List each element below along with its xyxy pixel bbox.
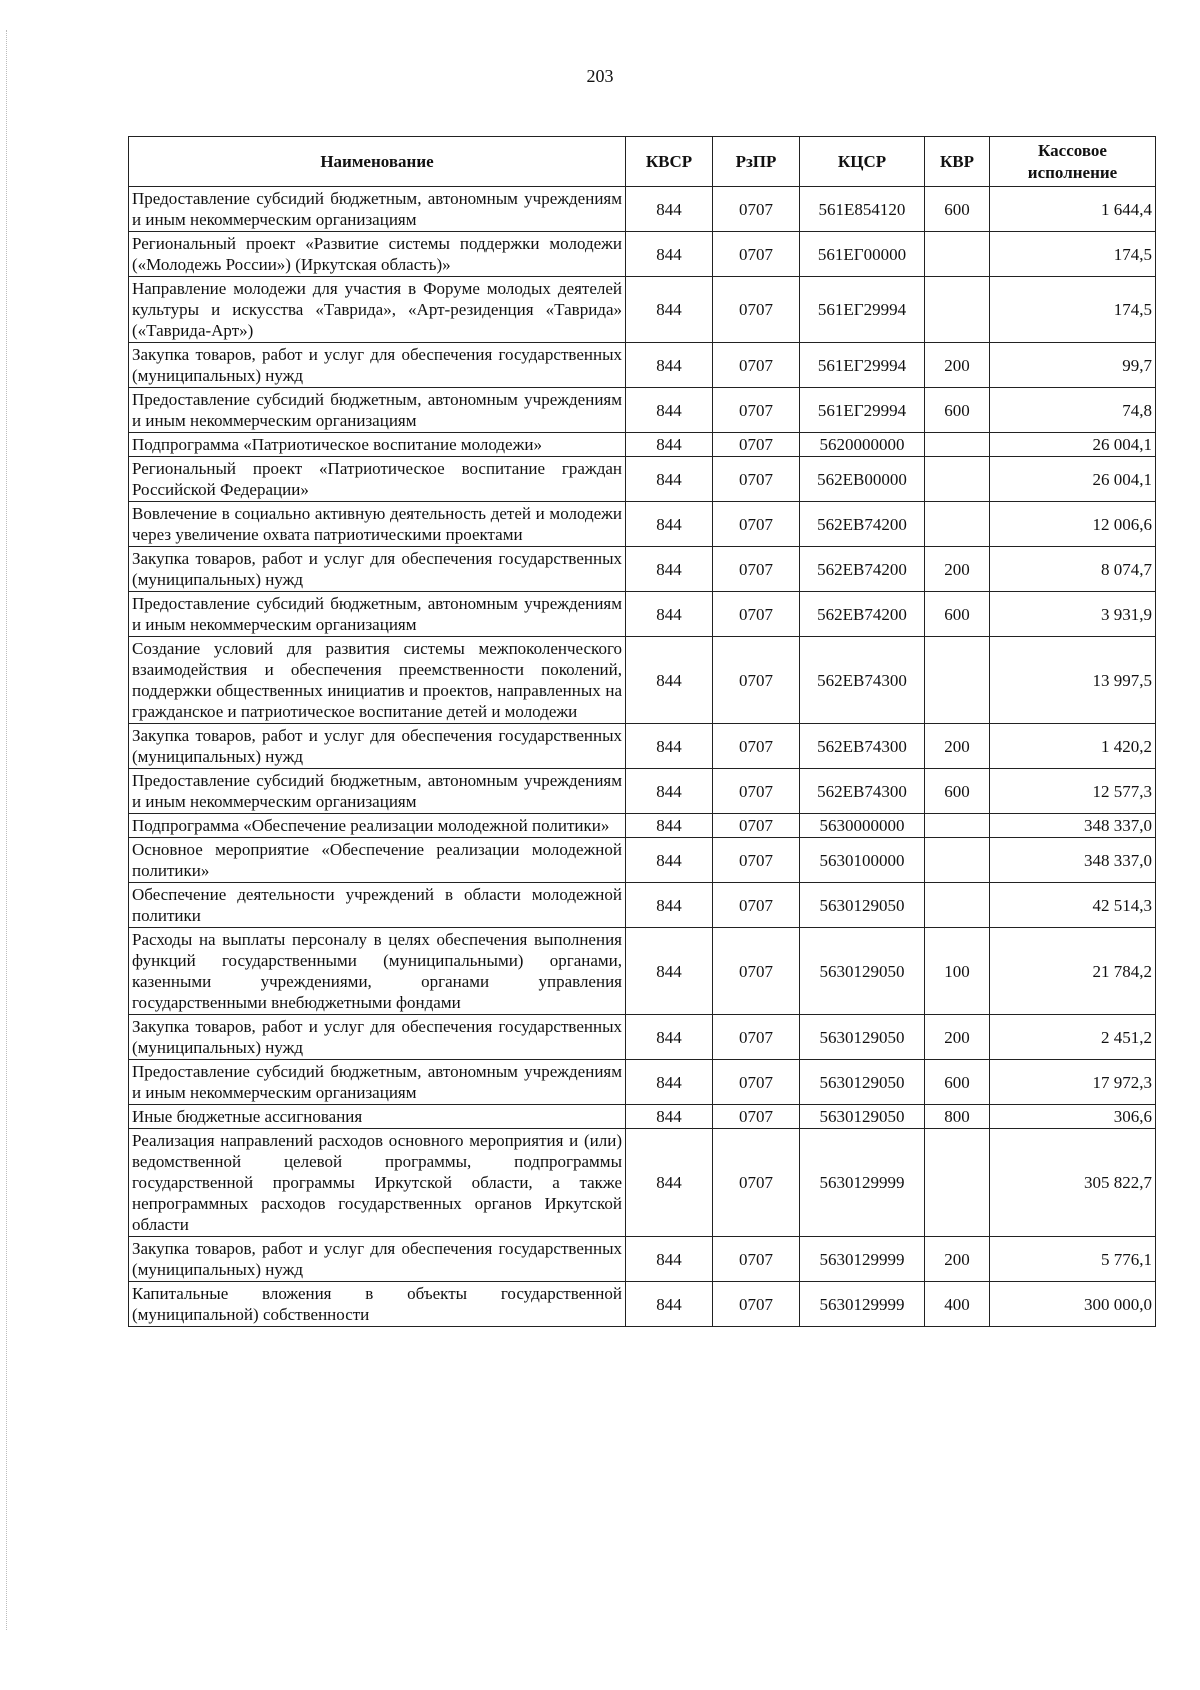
cell-kcsr: 562EB74200 xyxy=(800,592,925,637)
table-row xyxy=(129,1282,1156,1327)
cell-kcsr: 561ЕГ00000 xyxy=(800,232,925,277)
cell-kvsr: 844 xyxy=(626,457,713,502)
cell-name: Основное мероприятие «Обеспечение реализации молодежной политики» xyxy=(129,838,626,883)
cell-kcsr: 561E854120 xyxy=(800,187,925,232)
cell-name: Реализация направлений расходов основного мероприятия и (или) ведомственной целевой программы, подпрограммы государственной программы Иркутской области, а также непрограммных расходов государственных органов Иркутской области xyxy=(129,1129,626,1237)
cell-rzpr: 0707 xyxy=(713,1015,800,1060)
cell-rzpr: 0707 xyxy=(713,502,800,547)
table-row xyxy=(129,1129,1156,1237)
cell-kcsr: 5630129050 xyxy=(800,1060,925,1105)
cell-kvr: 600 xyxy=(925,388,990,433)
cell-kvsr: 844 xyxy=(626,1237,713,1282)
cell-kvr: 800 xyxy=(925,1105,990,1129)
cell-kcsr: 561ЕГ29994 xyxy=(800,343,925,388)
cell-kvr xyxy=(925,1129,990,1237)
cell-rzpr: 0707 xyxy=(713,838,800,883)
cell-kvsr: 844 xyxy=(626,1129,713,1237)
cell-kvsr: 844 xyxy=(626,187,713,232)
cell-kvr: 100 xyxy=(925,928,990,1015)
cell-sum: 174,5 xyxy=(990,232,1156,277)
cell-kvr xyxy=(925,883,990,928)
cell-name: Закупка товаров, работ и услуг для обеспечения государственных (муниципальных) нужд xyxy=(129,1237,626,1282)
table-header-row xyxy=(129,137,1156,187)
cell-kvr: 200 xyxy=(925,547,990,592)
header-sum: Кассовое исполнение xyxy=(990,137,1156,187)
cell-kvr xyxy=(925,502,990,547)
cell-kcsr: 5630100000 xyxy=(800,838,925,883)
cell-name: Закупка товаров, работ и услуг для обеспечения государственных (муниципальных) нужд xyxy=(129,1015,626,1060)
cell-kcsr: 5630129050 xyxy=(800,1105,925,1129)
cell-kvr xyxy=(925,457,990,502)
cell-sum: 174,5 xyxy=(990,277,1156,343)
cell-sum: 348 337,0 xyxy=(990,814,1156,838)
cell-kvr: 200 xyxy=(925,1015,990,1060)
cell-kvsr: 844 xyxy=(626,1060,713,1105)
cell-sum: 13 997,5 xyxy=(990,637,1156,724)
cell-kvsr: 844 xyxy=(626,928,713,1015)
cell-name: Капитальные вложения в объекты государственной (муниципальной) собственности xyxy=(129,1282,626,1327)
cell-rzpr: 0707 xyxy=(713,724,800,769)
budget-table xyxy=(128,136,1156,1327)
header-kcsr: КЦСР xyxy=(800,137,925,187)
cell-rzpr: 0707 xyxy=(713,1129,800,1237)
cell-kcsr: 562EB74200 xyxy=(800,547,925,592)
cell-kvr: 200 xyxy=(925,724,990,769)
cell-kvsr: 844 xyxy=(626,592,713,637)
table-row xyxy=(129,724,1156,769)
cell-kvsr: 844 xyxy=(626,883,713,928)
cell-rzpr: 0707 xyxy=(713,1105,800,1129)
cell-name: Предоставление субсидий бюджетным, автономным учреждениям и иным некоммерческим организациям xyxy=(129,1060,626,1105)
cell-rzpr: 0707 xyxy=(713,592,800,637)
cell-sum: 74,8 xyxy=(990,388,1156,433)
header-name: Наименование xyxy=(129,137,626,187)
cell-kcsr: 5630129050 xyxy=(800,1015,925,1060)
table-row xyxy=(129,547,1156,592)
cell-name: Подпрограмма «Патриотическое воспитание молодежи» xyxy=(129,433,626,457)
cell-kvr: 400 xyxy=(925,1282,990,1327)
cell-sum: 12 006,6 xyxy=(990,502,1156,547)
cell-kvsr: 844 xyxy=(626,637,713,724)
cell-name: Закупка товаров, работ и услуг для обеспечения государственных (муниципальных) нужд xyxy=(129,547,626,592)
cell-name: Направление молодежи для участия в Форуме молодых деятелей культуры и искусства «Таврида», «Арт-резиденция «Таврида» («Таврида-Арт») xyxy=(129,277,626,343)
table-row xyxy=(129,1015,1156,1060)
cell-kvr xyxy=(925,232,990,277)
cell-name: Предоставление субсидий бюджетным, автономным учреждениям и иным некоммерческим организациям xyxy=(129,769,626,814)
cell-kvr: 600 xyxy=(925,769,990,814)
cell-rzpr: 0707 xyxy=(713,457,800,502)
cell-sum: 5 776,1 xyxy=(990,1237,1156,1282)
cell-kcsr: 5630129999 xyxy=(800,1129,925,1237)
page-number: 203 xyxy=(586,66,614,86)
cell-name: Предоставление субсидий бюджетным, автономным учреждениям и иным некоммерческим организациям xyxy=(129,388,626,433)
cell-sum: 12 577,3 xyxy=(990,769,1156,814)
table-row xyxy=(129,457,1156,502)
cell-rzpr: 0707 xyxy=(713,187,800,232)
cell-rzpr: 0707 xyxy=(713,547,800,592)
header-kvsr: КВСР xyxy=(626,137,713,187)
cell-kvr: 600 xyxy=(925,187,990,232)
cell-kvr xyxy=(925,838,990,883)
cell-rzpr: 0707 xyxy=(713,637,800,724)
table-row xyxy=(129,928,1156,1015)
cell-kvr xyxy=(925,433,990,457)
table-row xyxy=(129,1105,1156,1129)
cell-kcsr: 562EB74200 xyxy=(800,502,925,547)
cell-kvr xyxy=(925,814,990,838)
cell-name: Обеспечение деятельности учреждений в области молодежной политики xyxy=(129,883,626,928)
cell-kvsr: 844 xyxy=(626,277,713,343)
cell-kvsr: 844 xyxy=(626,343,713,388)
cell-rzpr: 0707 xyxy=(713,883,800,928)
cell-kcsr: 5630000000 xyxy=(800,814,925,838)
cell-name: Закупка товаров, работ и услуг для обеспечения государственных (муниципальных) нужд xyxy=(129,343,626,388)
cell-kcsr: 561ЕГ29994 xyxy=(800,277,925,343)
header-rzpr: РзПР xyxy=(713,137,800,187)
cell-rzpr: 0707 xyxy=(713,433,800,457)
cell-kvsr: 844 xyxy=(626,502,713,547)
cell-rzpr: 0707 xyxy=(713,928,800,1015)
cell-name: Расходы на выплаты персоналу в целях обеспечения выполнения функций государственными (муниципальными) органами, казенными учреждениями, органами управления государственными внебюджетными фондами xyxy=(129,928,626,1015)
cell-kcsr: 5620000000 xyxy=(800,433,925,457)
cell-sum: 26 004,1 xyxy=(990,457,1156,502)
cell-rzpr: 0707 xyxy=(713,769,800,814)
cell-kvr: 600 xyxy=(925,1060,990,1105)
cell-rzpr: 0707 xyxy=(713,1060,800,1105)
header-kvr: КВР xyxy=(925,137,990,187)
cell-sum: 21 784,2 xyxy=(990,928,1156,1015)
table-row xyxy=(129,1237,1156,1282)
cell-name: Иные бюджетные ассигнования xyxy=(129,1105,626,1129)
cell-sum: 8 074,7 xyxy=(990,547,1156,592)
table-row xyxy=(129,277,1156,343)
table-row xyxy=(129,502,1156,547)
cell-rzpr: 0707 xyxy=(713,232,800,277)
cell-rzpr: 0707 xyxy=(713,343,800,388)
cell-rzpr: 0707 xyxy=(713,388,800,433)
table-row xyxy=(129,838,1156,883)
table-row xyxy=(129,883,1156,928)
table-row xyxy=(129,592,1156,637)
cell-kcsr: 5630129999 xyxy=(800,1237,925,1282)
table-row xyxy=(129,1060,1156,1105)
cell-sum: 305 822,7 xyxy=(990,1129,1156,1237)
cell-sum: 1 644,4 xyxy=(990,187,1156,232)
cell-kcsr: 5630129050 xyxy=(800,928,925,1015)
cell-kvsr: 844 xyxy=(626,232,713,277)
cell-sum: 300 000,0 xyxy=(990,1282,1156,1327)
cell-sum: 17 972,3 xyxy=(990,1060,1156,1105)
table-row xyxy=(129,637,1156,724)
cell-kcsr: 5630129050 xyxy=(800,883,925,928)
table-row xyxy=(129,814,1156,838)
cell-sum: 2 451,2 xyxy=(990,1015,1156,1060)
cell-name: Подпрограмма «Обеспечение реализации молодежной политики» xyxy=(129,814,626,838)
cell-name: Предоставление субсидий бюджетным, автономным учреждениям и иным некоммерческим организациям xyxy=(129,592,626,637)
cell-name: Региональный проект «Развитие системы поддержки молодежи («Молодежь России») (Иркутская область)» xyxy=(129,232,626,277)
cell-kcsr: 562EB74300 xyxy=(800,637,925,724)
cell-name: Предоставление субсидий бюджетным, автономным учреждениям и иным некоммерческим организациям xyxy=(129,187,626,232)
cell-kvr: 200 xyxy=(925,1237,990,1282)
cell-sum: 99,7 xyxy=(990,343,1156,388)
cell-kvsr: 844 xyxy=(626,1282,713,1327)
cell-name: Региональный проект «Патриотическое воспитание граждан Российской Федерации» xyxy=(129,457,626,502)
cell-rzpr: 0707 xyxy=(713,1237,800,1282)
cell-sum: 306,6 xyxy=(990,1105,1156,1129)
cell-name: Создание условий для развития системы межпоколенческого взаимодействия и обеспечения преемственности поколений, поддержки общественных инициатив и проектов, направленных на гражданское и патриотическое воспитание детей и молодежи xyxy=(129,637,626,724)
cell-kvr xyxy=(925,637,990,724)
cell-rzpr: 0707 xyxy=(713,814,800,838)
cell-name: Закупка товаров, работ и услуг для обеспечения государственных (муниципальных) нужд xyxy=(129,724,626,769)
cell-kcsr: 562EB00000 xyxy=(800,457,925,502)
cell-rzpr: 0707 xyxy=(713,1282,800,1327)
cell-name: Вовлечение в социально активную деятельность детей и молодежи через увеличение охвата патриотическими проектами xyxy=(129,502,626,547)
cell-kcsr: 5630129999 xyxy=(800,1282,925,1327)
cell-sum: 42 514,3 xyxy=(990,883,1156,928)
table-row xyxy=(129,343,1156,388)
cell-kvsr: 844 xyxy=(626,814,713,838)
scan-edge-marks xyxy=(6,30,11,1630)
cell-kcsr: 562EB74300 xyxy=(800,724,925,769)
table-row xyxy=(129,187,1156,232)
cell-kvsr: 844 xyxy=(626,769,713,814)
cell-kvr xyxy=(925,277,990,343)
cell-kcsr: 561ЕГ29994 xyxy=(800,388,925,433)
cell-sum: 3 931,9 xyxy=(990,592,1156,637)
table-row xyxy=(129,433,1156,457)
cell-rzpr: 0707 xyxy=(713,277,800,343)
cell-kvsr: 844 xyxy=(626,1105,713,1129)
cell-kvsr: 844 xyxy=(626,838,713,883)
cell-kvsr: 844 xyxy=(626,724,713,769)
cell-kvsr: 844 xyxy=(626,547,713,592)
table-body xyxy=(129,187,1156,1327)
cell-kvr: 200 xyxy=(925,343,990,388)
cell-kvsr: 844 xyxy=(626,388,713,433)
table-row xyxy=(129,232,1156,277)
cell-kvr: 600 xyxy=(925,592,990,637)
cell-kvsr: 844 xyxy=(626,433,713,457)
cell-sum: 26 004,1 xyxy=(990,433,1156,457)
cell-kcsr: 562EB74300 xyxy=(800,769,925,814)
cell-sum: 1 420,2 xyxy=(990,724,1156,769)
table-row xyxy=(129,388,1156,433)
cell-sum: 348 337,0 xyxy=(990,838,1156,883)
cell-kvsr: 844 xyxy=(626,1015,713,1060)
table-row xyxy=(129,769,1156,814)
